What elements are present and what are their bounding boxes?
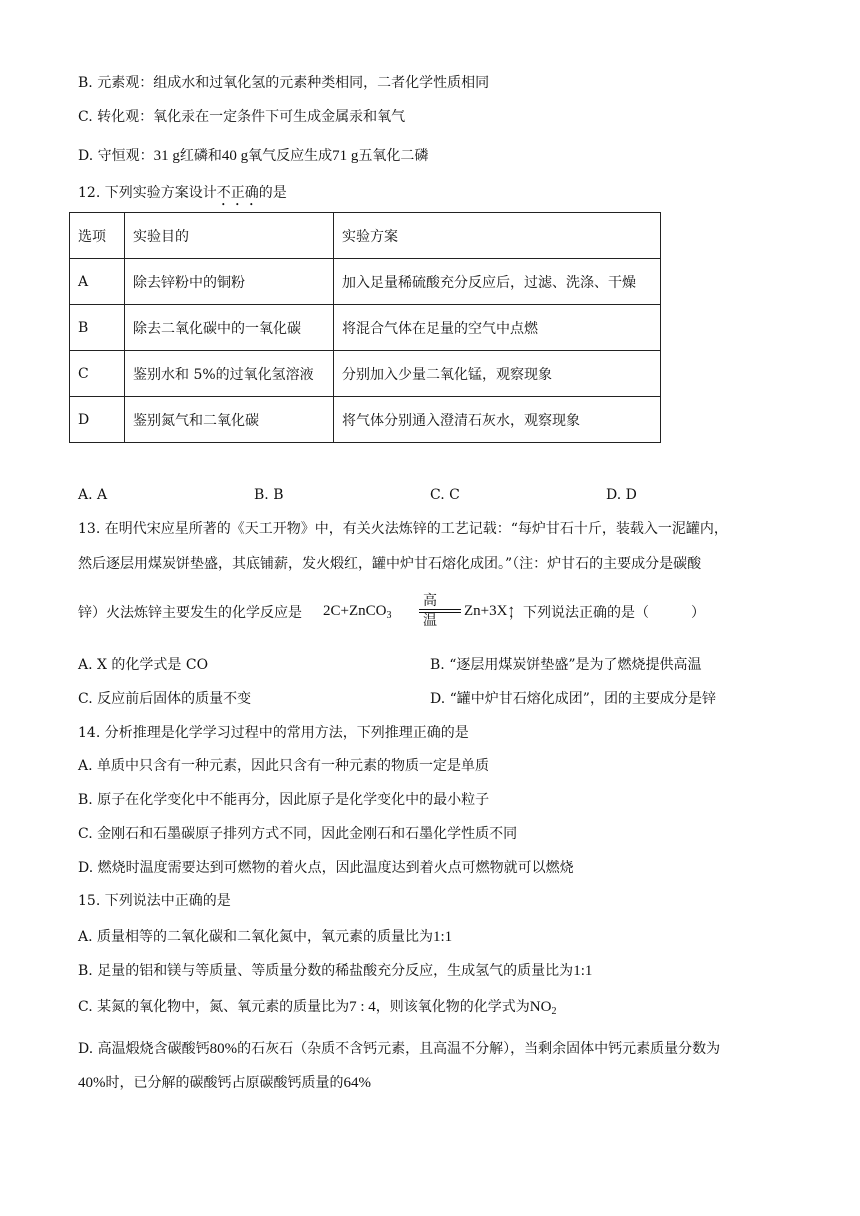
q15-stem: 15. 下列说法中正确的是 xyxy=(78,893,231,909)
table-cell: C xyxy=(70,351,125,397)
q15-c-subscript: 2 xyxy=(551,1006,557,1017)
table-row xyxy=(70,397,661,443)
q11-d-text3: 五氧化二磷 xyxy=(358,148,429,164)
q12-stem xyxy=(78,183,287,209)
q11-option-d xyxy=(78,146,428,166)
table-cell: 加入足量稀硫酸充分反应后，过滤、洗涤、干燥 xyxy=(334,259,661,305)
equation-subscript: 3 xyxy=(386,610,392,621)
table-header-cell: 实验目的 xyxy=(125,213,334,259)
q15-d-percent1: 80% xyxy=(209,1041,238,1057)
table-cell: 分别加入少量二氧化锰，观察现象 xyxy=(334,351,661,397)
q15-option-d-line1 xyxy=(78,1039,720,1059)
q13-stem-line1: 13. 在明代宋应星所著的《天工开物》中，有关火法炼锌的工艺记载：“每炉甘石十斤，装载入一泥罐内， xyxy=(78,521,728,537)
q13-stem-line3-prefix: 锌）火法炼锌主要发生的化学反应是 xyxy=(78,605,302,621)
q13-stem-line3-suffix: ，下列说法正确的是（ ） xyxy=(509,605,705,621)
q14-option-c: C. 金刚石和石墨碳原子排列方式不同，因此金刚石和石墨化学性质不同 xyxy=(78,826,518,842)
q15-option-c xyxy=(78,997,556,1022)
q13-option-d: D. “罐中炉甘石熔化成团”，团的主要成分是锌 xyxy=(430,691,716,707)
q12-option-d: D. D xyxy=(606,487,637,503)
q15-c-ratio: 7 : 4 xyxy=(349,999,376,1015)
table-header-row xyxy=(70,213,661,259)
table-cell: 除去锌粉中的铜粉 xyxy=(125,259,334,305)
q12-stem-emphasis: 不正确 xyxy=(216,185,259,201)
table-row xyxy=(70,305,661,351)
table-cell: D xyxy=(70,397,125,443)
table-header-cell: 选项 xyxy=(70,213,125,259)
q11-d-mass2: 40 g xyxy=(221,148,249,164)
q15-c-text1: C. 某氮的氧化物中，氮、氧元素的质量比为 xyxy=(78,999,350,1015)
q12-option-a: A. A xyxy=(78,487,108,503)
q15-d-text1: D. 高温煅烧含碳酸钙 xyxy=(78,1041,210,1057)
q15-option-b xyxy=(78,961,592,981)
equation-condition: 高温 xyxy=(423,593,437,629)
q14-stem: 14. 分析推理是化学学习过程中的常用方法，下列推理正确的是 xyxy=(78,725,469,741)
q15-option-d-line2 xyxy=(78,1073,371,1093)
table-cell: 将气体分别通入澄清石灰水，观察现象 xyxy=(334,397,661,443)
q11-d-mass1: 31 g xyxy=(153,148,180,164)
q15-d-text3: 时，已分解的碳酸钙占原碳酸钙质量的 xyxy=(105,1075,344,1091)
q13-option-b: B. “逐层用煤炭饼垫盛”是为了燃烧提供高温 xyxy=(430,657,702,673)
q11-d-prefix: D. 守恒观： xyxy=(78,148,154,164)
table-cell: 鉴别氮气和二氧化碳 xyxy=(125,397,334,443)
table-row xyxy=(70,259,661,305)
q15-d-percent3: 64% xyxy=(343,1075,371,1091)
q15-b-ratio: 1:1 xyxy=(573,963,593,979)
q15-d-text2: 的石灰石（杂质不含钙元素，且高温不分解），当剩余固体中钙元素质量分数为 xyxy=(237,1041,721,1057)
table-cell: 将混合气体在足量的空气中点燃 xyxy=(334,305,661,351)
equation-double-bar xyxy=(419,609,461,610)
equation-reactants xyxy=(323,603,391,621)
q15-a-ratio: 1:1 xyxy=(433,929,453,945)
q12-table xyxy=(69,212,661,443)
q11-option-c: C. 转化观：氧化汞在一定条件下可生成金属汞和氧气 xyxy=(78,109,406,125)
q11-option-b: B. 元素观：组成水和过氧化氢的元素种类相同，二者化学性质相同 xyxy=(78,75,490,91)
q15-d-percent2: 40% xyxy=(78,1075,106,1091)
table-header-cell: 实验方案 xyxy=(334,213,661,259)
table-cell: A xyxy=(70,259,125,305)
q15-b-text: B. 足量的铝和镁与等质量、等质量分数的稀盐酸充分反应，生成氢气的质量比为 xyxy=(78,963,574,979)
q14-option-a: A. 单质中只含有一种元素，因此只含有一种元素的物质一定是单质 xyxy=(78,758,490,774)
q11-d-text2: 氧气反应生成 xyxy=(248,148,333,164)
equation-products: Zn+3X↑ xyxy=(464,603,515,619)
q15-c-text2: ，则该氧化物的化学式为 xyxy=(375,999,530,1015)
q15-c-formula: NO xyxy=(529,999,552,1015)
q15-a-text: A. 质量相等的二氧化碳和二氧化氮中，氧元素的质量比为 xyxy=(78,929,434,945)
table-cell: 除去二氧化碳中的一氧化碳 xyxy=(125,305,334,351)
q12-stem-prefix: 12. 下列实验方案设计 xyxy=(78,185,217,201)
q12-stem-suffix: 的是 xyxy=(258,185,287,201)
table-cell: 鉴别水和 5%的过氧化氢溶液 xyxy=(125,351,334,397)
q13-stem-line2: 然后逐层用煤炭饼垫盛，其底铺薪，发火煅红，罐中炉甘石熔化成团。”（注：炉甘石的主要成分是碳酸 xyxy=(78,556,702,572)
q11-d-text1: 红磷和 xyxy=(179,148,222,164)
q14-option-d: D. 燃烧时温度需要达到可燃物的着火点，因此温度达到着火点可燃物就可以燃烧 xyxy=(78,860,574,876)
q13-option-c: C. 反应前后固体的质量不变 xyxy=(78,691,252,707)
q11-d-mass3: 71 g xyxy=(332,148,359,164)
table-cell: B xyxy=(70,305,125,351)
q15-option-a xyxy=(78,927,452,947)
q12-option-b: B. B xyxy=(254,487,284,503)
table-row xyxy=(70,351,661,397)
equation-double-bar xyxy=(419,612,461,613)
equation-left: 2C+ZnCO xyxy=(323,603,387,619)
q13-option-a: A. X 的化学式是 CO xyxy=(78,657,209,673)
q14-option-b: B. 原子在化学变化中不能再分，因此原子是化学变化中的最小粒子 xyxy=(78,792,490,808)
q12-option-c: C. C xyxy=(430,487,460,503)
